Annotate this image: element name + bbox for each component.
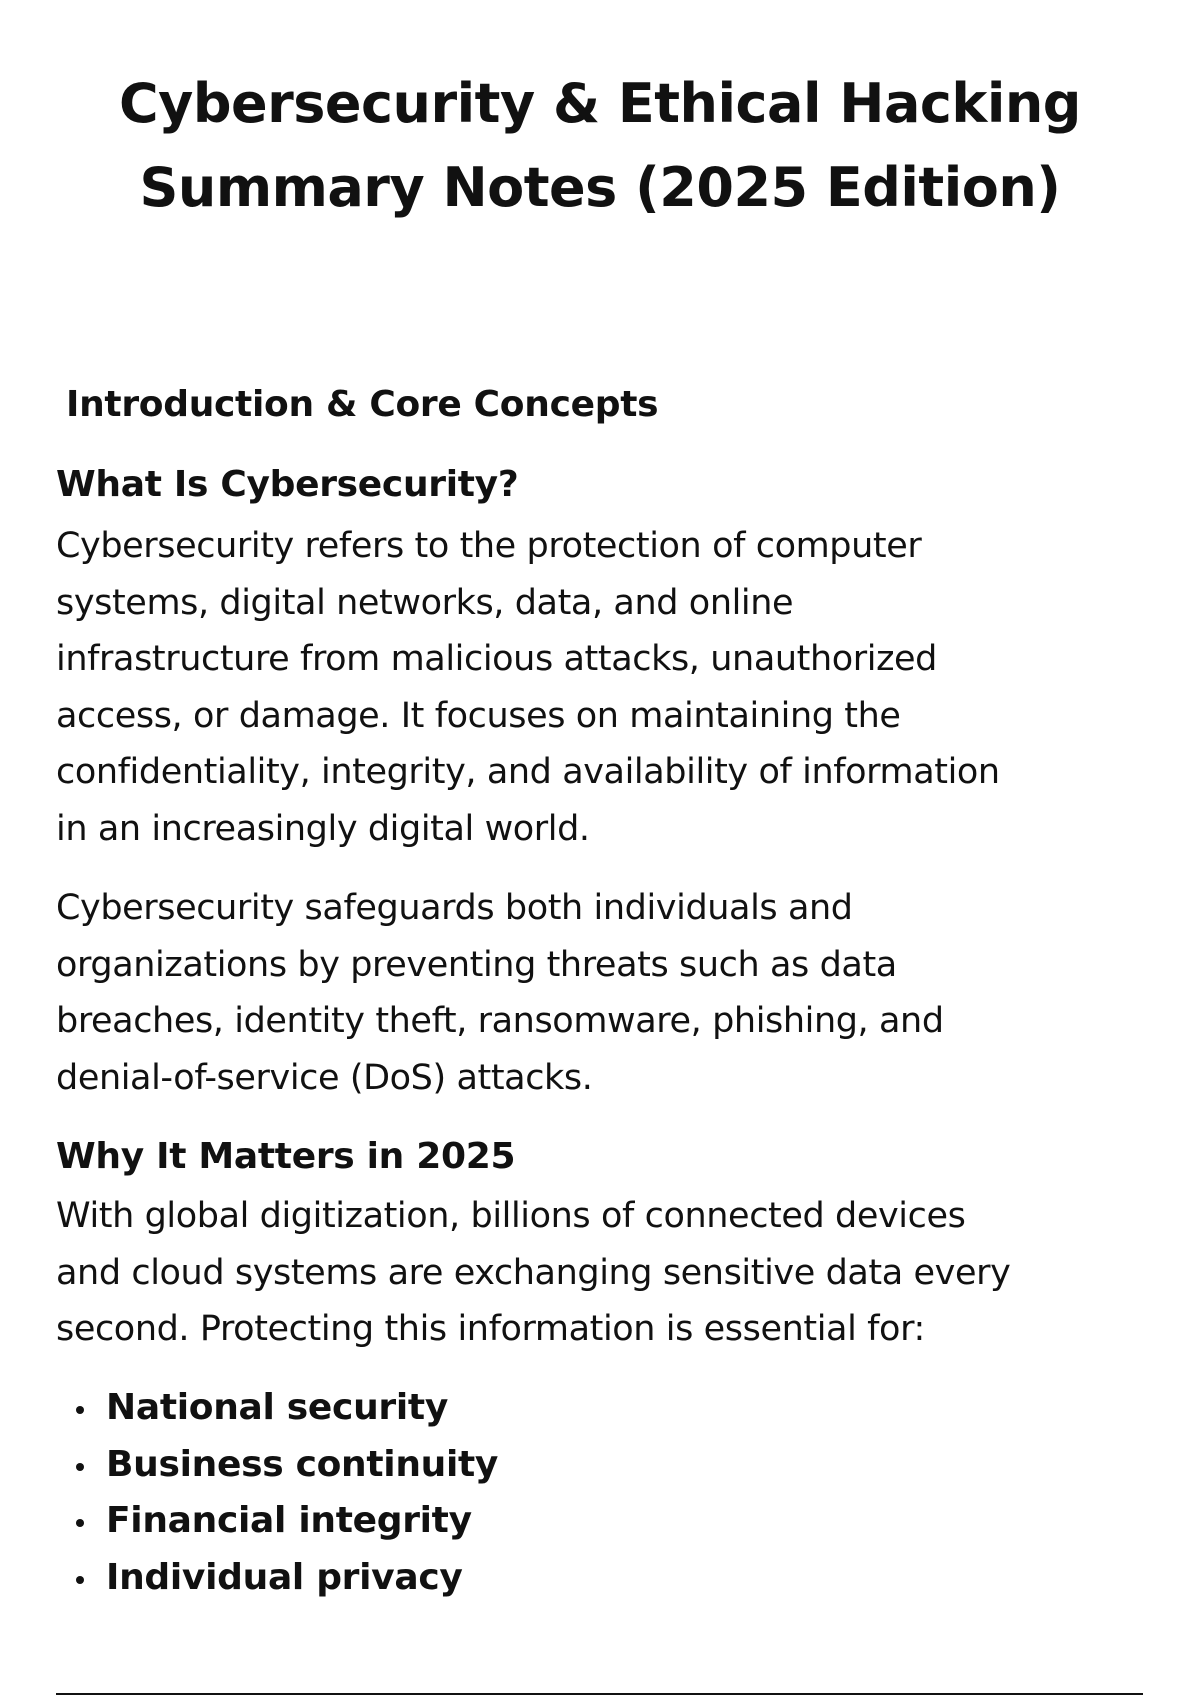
paragraph-line: With global digitization, billions of connected devices (56, 1196, 966, 1236)
paragraph-line: second. Protecting this information is essential for: (56, 1309, 925, 1349)
subheading-why-it-matters: Why It Matters in 2025 (56, 1136, 516, 1177)
list-item-label: National security (106, 1387, 448, 1428)
paragraph-line: infrastructure from malicious attacks, unauthorized (56, 639, 938, 679)
paragraph-line: in an increasingly digital world. (56, 808, 590, 849)
bullet-icon (76, 1576, 84, 1584)
horizontal-divider (56, 1693, 1143, 1695)
paragraph-line: Cybersecurity refers to the protection of computer (56, 526, 922, 566)
document-title-line-2: Summary Notes (2025 Edition) (139, 156, 1061, 219)
paragraph-line: and cloud systems are exchanging sensitive data every (56, 1252, 1011, 1293)
list-item-label: Business continuity (106, 1443, 499, 1485)
paragraph-cybersecurity-safeguards (56, 880, 944, 1106)
list-item (68, 1493, 498, 1550)
list-item (68, 1550, 498, 1607)
paragraph-cybersecurity-definition (56, 518, 1000, 857)
paragraph-line: Cybersecurity safeguards both individuals and (56, 888, 853, 928)
subheading-what-is-cybersecurity: What Is Cybersecurity? (56, 464, 519, 505)
bullet-icon (76, 1406, 84, 1414)
paragraph-line: organizations by preventing threats such as data (56, 944, 897, 985)
list-item-label: Individual privacy (106, 1556, 463, 1598)
bullet-icon (76, 1463, 84, 1471)
paragraph-line: confidentiality, integrity, and availability of information (56, 752, 1000, 792)
paragraph-line: systems, digital networks, data, and online (56, 582, 794, 623)
section-heading-introduction: Introduction & Core Concepts (66, 384, 659, 425)
essential-for-list (68, 1380, 498, 1606)
list-item (68, 1437, 498, 1494)
paragraph-line: access, or damage. It focuses on maintaining the (56, 695, 901, 736)
list-item (68, 1380, 498, 1437)
paragraph-line: breaches, identity theft, ransomware, phishing, and (56, 1001, 944, 1041)
document-title (0, 62, 1200, 230)
document-title-line-1: Cybersecurity & Ethical Hacking (119, 72, 1081, 135)
paragraph-why-it-matters (56, 1188, 1010, 1358)
paragraph-line: denial-of-service (DoS) attacks. (56, 1057, 593, 1098)
list-item-label: Financial integrity (106, 1500, 472, 1541)
bullet-icon (76, 1519, 84, 1527)
